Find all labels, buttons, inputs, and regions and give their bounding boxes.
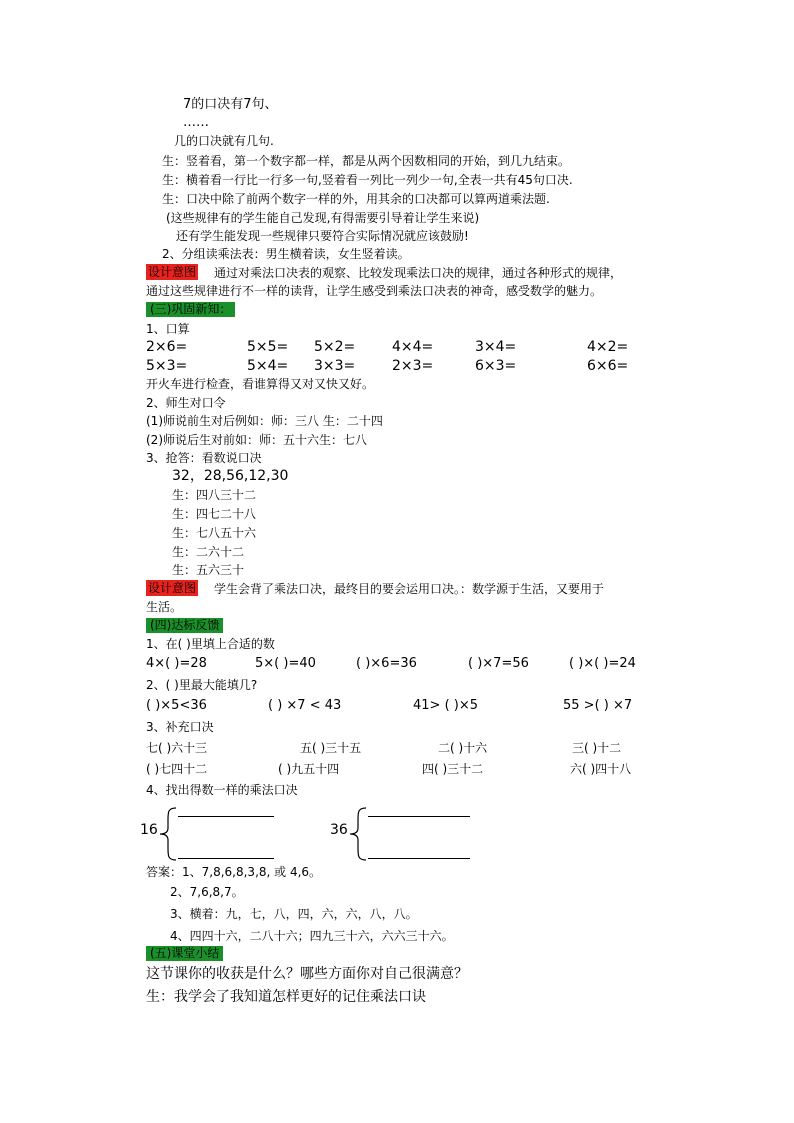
q4-heading: 4、找出得数一样的乘法口决	[146, 783, 298, 797]
design-intent-2-line-1: 学生会背了乘法口决，最终目的要会运用口决。：数学源于生活，又要用于	[214, 582, 605, 596]
answer-line-1: 答案：1、7,8,6,8,3,8, 或 4,6。	[146, 865, 322, 879]
math-cell: 6×3=	[475, 358, 517, 374]
math-cell: 4×4=	[392, 339, 434, 355]
math-cell: 4×2=	[587, 339, 629, 355]
intro-line-6: 生：口决中除了前两个数字一样的外，用其余的口决都可以算两道乘法题.	[162, 192, 550, 206]
summary-answer: 生：我学会了我知道怎样更好的记住乘法口诀	[146, 989, 426, 1005]
intro-line-5: 生：横着看一行比一行多一句,竖着看一列比一列少一句,全表一共有45句口决.	[162, 173, 573, 187]
q3-item: 三( )十二	[572, 741, 622, 755]
answer-blank-line[interactable]	[368, 816, 470, 817]
number-16: 16	[140, 822, 158, 838]
number-36: 36	[330, 822, 348, 838]
left-brace-icon	[346, 806, 368, 862]
math-cell: 6×6=	[587, 358, 629, 374]
section-3-tag: (三)巩固新知：	[146, 302, 235, 317]
q1-item: 5×( )=40	[255, 656, 316, 671]
answer-blank-line[interactable]	[368, 858, 470, 859]
mental-math-heading: 1、口算	[146, 322, 190, 336]
call-response-1: (1)师说前生对后例如：师：三八 生：二十四	[146, 414, 383, 428]
math-cell: 5×3=	[146, 358, 188, 374]
number-list: 32，28,56,12,30	[172, 468, 289, 484]
answer-line-3: 3、横着：九，七，八，四，六，六，八，八。	[170, 907, 418, 921]
q2-item: ( ) ×7 < 43	[268, 698, 342, 713]
q3-item: 七( )六十三	[146, 741, 208, 755]
q2-item: 41> ( )×5	[413, 698, 479, 713]
answer-blank-line[interactable]	[178, 858, 274, 859]
q3-item: 五( )三十五	[300, 741, 362, 755]
q2-item: ( )×5<36	[146, 698, 207, 713]
call-response-2: (2)师说后生对前如：师：五十六生：七八	[146, 433, 367, 447]
q3-item: 二( )十六	[438, 741, 488, 755]
math-cell: 3×4=	[475, 339, 517, 355]
q2-item: 55 >( ) ×7	[563, 698, 633, 713]
design-intent-tag: 设计意图	[148, 581, 197, 595]
answer-blank-line[interactable]	[178, 816, 274, 817]
summary-question: 这节课你的收获是什么？哪些方面你对自己很满意？	[146, 966, 468, 982]
math-cell: 5×4=	[247, 358, 289, 374]
train-check-note: 开火车进行检查，看谁算得又对又快又好。	[146, 377, 375, 391]
intro-line-9: 2、分组读乘法表：男生横着读，女生竖着读。	[162, 247, 410, 261]
student-answer: 生：四七二十八	[172, 507, 257, 521]
quick-answer-heading: 3、抢答：看数说口决	[146, 451, 262, 465]
q3-item: 四( )三十二	[422, 762, 484, 776]
answer-line-4: 4、四四十六，二八十六；四九三十六，六六三十六。	[170, 929, 454, 943]
math-cell: 3×3=	[314, 358, 356, 374]
intro-line-1: 7的口决有7句、	[183, 97, 278, 112]
design-intent-tag: 设计意图	[148, 265, 197, 279]
intro-line-7: (这些规律有的学生能自己发现,有得需要引导着让学生来说)	[166, 211, 480, 225]
design-intent-line-2: 通过这些规律进行不一样的读背，让学生感受到乘法口决表的神奇，感受数学的魅力。	[146, 284, 603, 298]
section-5-tag: (五)课堂小结	[146, 946, 223, 961]
math-cell: 5×5=	[247, 339, 289, 355]
q3-item: ( )七四十二	[146, 762, 208, 776]
answer-line-2: 2、7,6,8,7。	[170, 885, 244, 899]
section-4-tag: (四)达标反馈	[146, 618, 223, 633]
design-intent-2-line-2: 生活。	[146, 600, 183, 614]
q3-item: ( )九五十四	[278, 762, 340, 776]
q1-heading: 1、在( )里填上合适的数	[146, 637, 275, 651]
intro-line-8: 还有学生能发现一些规律只要符合实际情况就应该鼓励!	[176, 229, 469, 243]
math-cell: 5×2=	[314, 339, 356, 355]
intro-line-3: 几的口决就有几句.	[174, 134, 274, 148]
student-answer: 生：七八五十六	[172, 526, 257, 540]
left-brace-icon	[156, 806, 178, 862]
design-intent-line-1: 通过对乘法口决表的观察、比较发现乘法口决的规律，通过各种形式的规律，	[214, 266, 623, 280]
math-cell: 2×6=	[146, 339, 188, 355]
q1-item: ( )×6=36	[356, 656, 417, 671]
math-cell: 2×3=	[392, 358, 434, 374]
q2-heading: 2、( )里最大能填几?	[146, 678, 258, 692]
intro-line-4: 生：竖着看，第一个数字都一样，都是从两个因数相同的开始，到几九结束。	[162, 154, 571, 168]
q1-item: ( )×( )=24	[569, 656, 636, 671]
student-answer: 生：二六十二	[172, 545, 245, 559]
student-answer: 生：五六三十	[172, 563, 245, 577]
student-answer: 生：四八三十二	[172, 488, 257, 502]
q1-item: ( )×7=56	[468, 656, 529, 671]
q3-heading: 3、补充口决	[146, 720, 214, 734]
intro-ellipsis: ……	[183, 115, 209, 130]
call-response-heading: 2、师生对口令	[146, 396, 226, 410]
q3-item: 六( )四十八	[570, 762, 632, 776]
q1-item: 4×( )=28	[146, 656, 207, 671]
